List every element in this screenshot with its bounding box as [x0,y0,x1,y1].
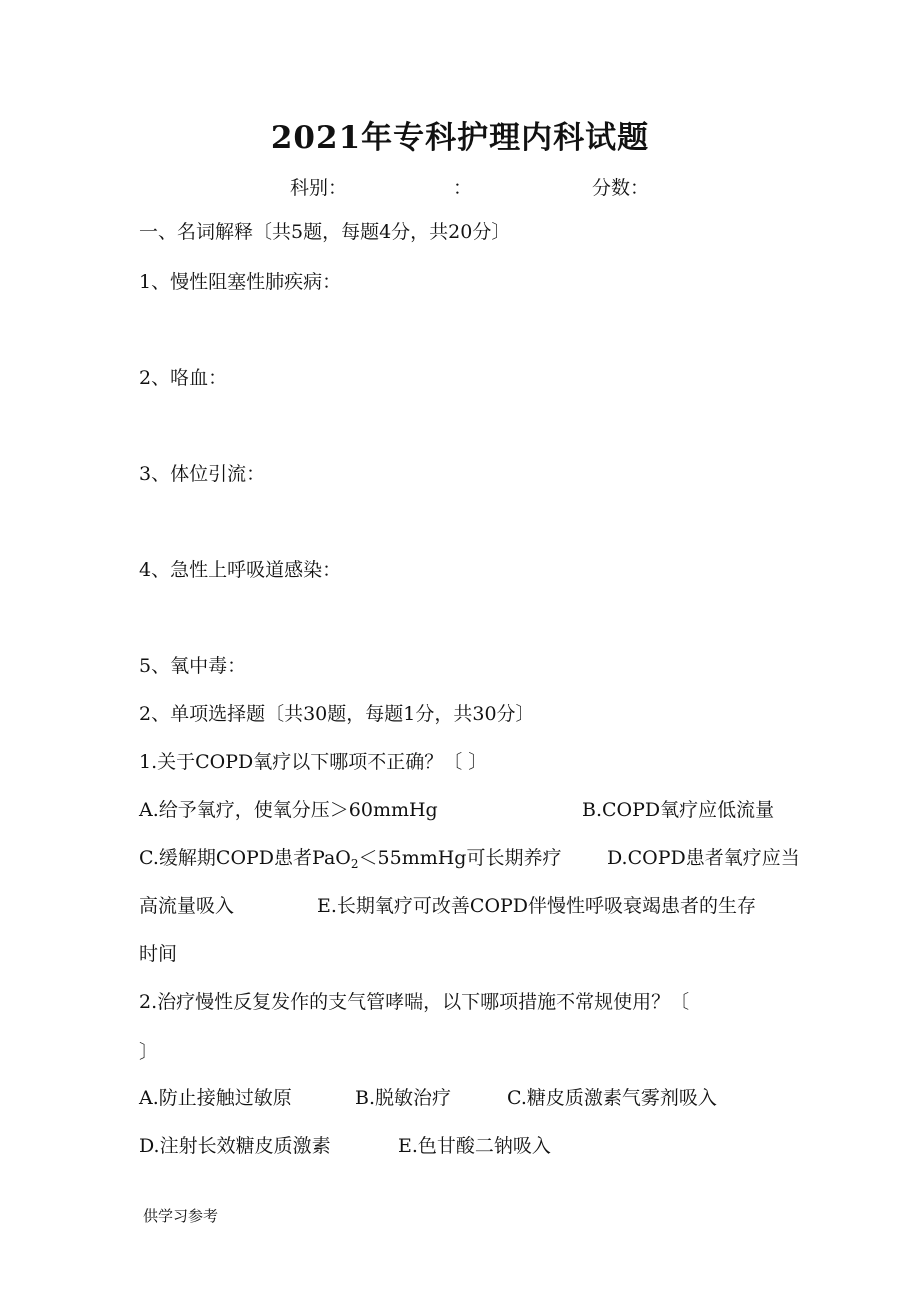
page-title: 2021年专科护理内科试题 [270,120,650,156]
section1-heading: 一、名词解释〔共5题，每题4分，共20分〕 [139,221,511,243]
term-item: 1、慢性阻塞性肺疾病： [139,271,342,293]
term-item: 2、咯血： [139,367,228,389]
score-label: 分数： [592,177,650,199]
q2-option-a: A.防止接触过敏原 [139,1087,292,1109]
question-1-stem: 1.关于COPD氧疗以下哪项不正确？〔 〕 [139,751,488,773]
question-2-stem-cont: 〕 [139,1041,159,1063]
q2-option-d: D.注射长效糖皮质激素 [139,1135,331,1157]
page-footer: 供学习参考 [143,1207,219,1225]
q1-option-e: E.长期氧疗可改善COPD伴慢性呼吸衰竭患者的生存 [317,895,757,917]
q1-option-c [139,847,561,871]
q2-option-c: C.糖皮质激素气雾剂吸入 [507,1087,717,1109]
department-label: 科别： [290,177,348,199]
q1-option-d-cont: 高流量吸入 [139,895,235,917]
section2-heading: 2、单项选择题〔共30题，每题1分，共30分〕 [139,703,535,725]
q2-option-b: B.脱敏治疗 [355,1087,452,1109]
q1-option-c-subscript: 2 [350,857,359,871]
q1-option-c-text-end: ＜55mmHg可长期养疗 [358,847,562,869]
q1-option-b: B.COPD氧疗应低流量 [582,799,775,821]
term-item: 5、氧中毒： [139,655,247,677]
name-label: ： [453,177,473,199]
q1-option-d: D.COPD患者氧疗应当 [607,847,800,869]
term-item: 4、急性上呼吸道感染： [139,559,342,581]
q2-option-e: E.色甘酸二钠吸入 [398,1135,551,1157]
term-item: 3、体位引流： [139,463,266,485]
q1-option-e-cont: 时间 [139,943,178,965]
question-2-stem: 2.治疗慢性反复发作的支气管哮喘，以下哪项措施不常规使用？〔 [139,991,690,1013]
q1-option-c-text: C.缓解期COPD患者PaO [139,847,351,869]
q1-option-a: A.给予氧疗，使氧分压＞60mmHg [139,799,438,821]
